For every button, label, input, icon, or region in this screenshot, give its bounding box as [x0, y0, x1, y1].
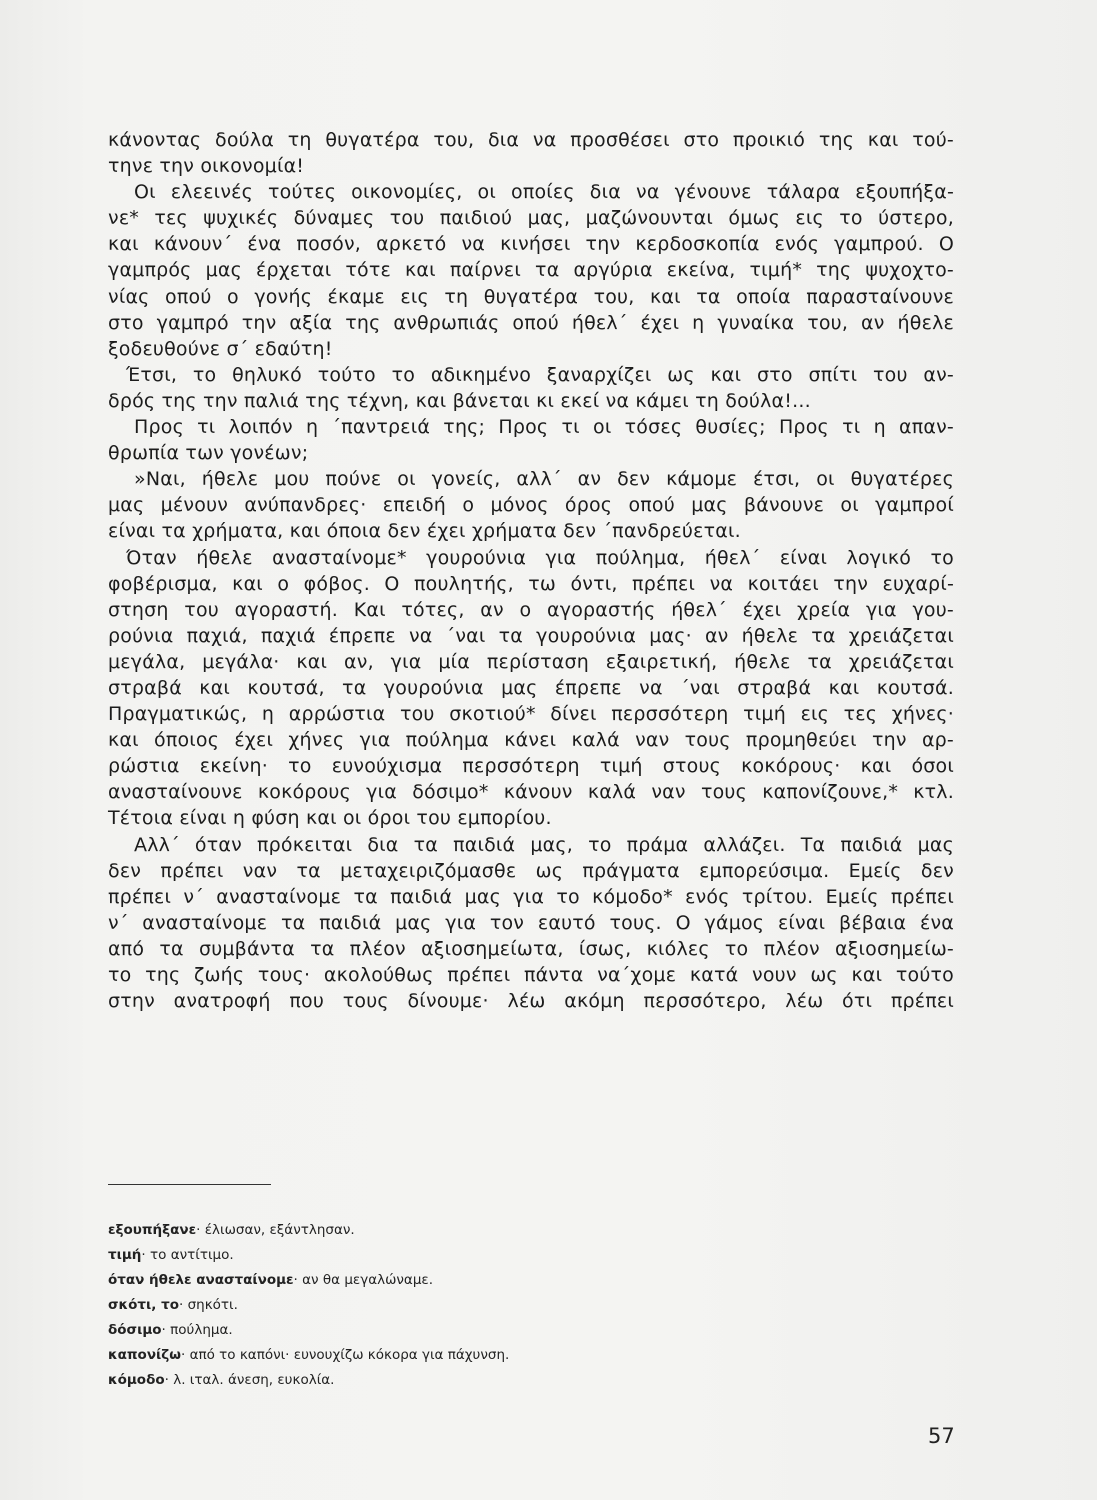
text-line: Προς τι λοιπόν η ΄παντρειά της; Προς τι οι τόσες θυσίες; Προς τι η απαν- [134, 416, 954, 439]
text-line: Όταν ήθελε ανασταίνομε* γουρούνια για πούλημα, ήθελ΄ είναι λογικό το [126, 546, 954, 569]
text-line: στο γαμπρό την αξία της ανθρωπιάς οπού ήθελ΄ έχει η γυναίκα του, αν ήθελε [108, 311, 954, 334]
text-line: ν΄ ανασταίνομε τα παιδιά μας για τον εαυτό τους. Ο γάμος είναι βέβαια ένα [108, 911, 954, 934]
footnote: δόσιμο· πούλημα. [108, 1322, 233, 1338]
footnotes [108, 1218, 808, 1393]
text-line: νίας οπού ο γονής έκαμε εις τη θυγατέρα του, και τα οποία παρασταίνουνε [108, 285, 954, 308]
footnote: σκότι, το· σηκότι. [108, 1297, 238, 1313]
text-line: γαμπρός μας έρχεται τότε και παίρνει τα αργύρια εκείνα, τιμή* της ψυχοχτο- [108, 259, 954, 282]
text-line: θρωπία των γονέων; [108, 442, 309, 465]
body-text [108, 127, 954, 1014]
footnote-term: καπονίζω [108, 1347, 181, 1363]
text-line: μας μένουν ανύπανδρες· επειδή ο μόνος όρος οπού μας βάνουνε οι γαμπροί [108, 494, 954, 517]
footnote: εξουπήξανε· έλιωσαν, εξάντλησαν. [108, 1222, 355, 1238]
text-line: και όποιος έχει χήνες για πούλημα κάνει καλά ναν τους προμηθεύει την αρ- [108, 729, 954, 752]
text-line: φοβέρισμα, και ο φόβος. Ο πουλητής, τω όντι, πρέπει να κοιτάει την ευχαρί- [108, 572, 954, 595]
footnote-definition: έλιωσαν, εξάντλησαν. [204, 1222, 355, 1238]
text-line: στην ανατροφή που τους δίνουμε· λέω ακόμη περσσότερο, λέω ότι πρέπει [108, 990, 954, 1013]
text-line: μεγάλα, μεγάλα· και αν, για μία περίσταση εξαιρετική, ήθελε τα χρειάζεται [108, 650, 954, 673]
text-line: και κάνουν΄ ένα ποσόν, αρκετό να κινήσει την κερδοσκοπία ενός γαμπρού. Ο [108, 233, 954, 256]
text-line: ρώστια εκείνη· το ευνούχισμα περσσότερη τιμή στους κοκόρους· και όσοι [108, 755, 954, 778]
footnote-definition: λ. ιταλ. άνεση, ευκολία. [173, 1372, 335, 1388]
text-line: Τέτοια είναι η φύση και οι όροι του εμπορίου. [108, 807, 552, 830]
text-line: δεν πρέπει ναν τα μεταχειριζόμασθε ως πράγματα εμπορεύσιμα. Εμείς δεν [108, 859, 954, 882]
footnote-definition: σηκότι. [187, 1297, 238, 1313]
text-line: στραβά και κουτσά, τα γουρούνια μας έπρεπε να ΄ναι στραβά και κουτσά. [108, 676, 954, 699]
page-number: 57 [928, 1424, 955, 1448]
footnote: καπονίζω· από το καπόνι· ευνουχίζω κόκορα για πάχυνση. [108, 1347, 510, 1363]
text-line: κάνοντας δούλα τη θυγατέρα του, δια να προσθέσει στο προικιό της και τού- [108, 129, 954, 151]
text-line: ανασταίνουνε κοκόρους για δόσιμο* κάνουν καλά ναν τους καπονίζουνε,* κτλ. [108, 781, 954, 804]
footnote: όταν ήθελε ανασταίνομε· αν θα μεγαλώναμε. [108, 1272, 434, 1288]
text-line: Αλλ΄ όταν πρόκειται δια τα παιδιά μας, το πράμα αλλάζει. Τα παιδιά μας [134, 833, 954, 856]
footnote: τιμή· το αντίτιμο. [108, 1247, 234, 1263]
text-line: είναι τα χρήματα, και όποια δεν έχει χρήματα δεν ΄πανδρεύεται. [108, 520, 741, 543]
footnote-definition: αν θα μεγαλώναμε. [302, 1272, 434, 1288]
text-line: ξοδευθούνε σ΄ εδαύτη! [108, 337, 333, 360]
footnote-term: εξουπήξανε [108, 1222, 197, 1238]
footnote-term: κόμοδο [108, 1372, 165, 1388]
text-line: Οι ελεεινές τούτες οικονομίες, οι οποίες δια να γένουνε τάλαρα εξουπήξα- [134, 181, 954, 204]
text-line: τηνε την οικονομία! [108, 155, 305, 178]
text-line: δρός της την παλιά της τέχνη, και βάνεται κι εκεί να κάμει τη δούλα!... [108, 389, 811, 412]
footnote-divider [108, 1184, 271, 1185]
text-line: στηση του αγοραστή. Και τότες, αν ο αγοραστής ήθελ΄ έχει χρεία για γου- [108, 598, 954, 621]
footnote-term: όταν ήθελε ανασταίνομε [108, 1272, 294, 1288]
footnote-term: τιμή [108, 1247, 142, 1263]
footnote-term: σκότι, το [108, 1297, 179, 1313]
footnote: κόμοδο· λ. ιταλ. άνεση, ευκολία. [108, 1372, 335, 1388]
footnote-definition: πούλημα. [170, 1322, 233, 1338]
text-line: νε* τες ψυχικές δύναμες του παιδιού μας, μαζώνουνται όμως εις το ύστερο, [108, 207, 954, 230]
footnote-definition: το αντίτιμο. [150, 1247, 234, 1263]
text-line: το της ζωής τους· ακολούθως πρέπει πάντα να΄χομε κατά νουν ως και τούτο [108, 964, 954, 986]
text-line: πρέπει ν΄ ανασταίνομε τα παιδιά μας για το κόμοδο* ενός τρίτου. Εμείς πρέπει [108, 885, 954, 908]
text-line: Έτσι, το θηλυκό τούτο το αδικημένο ξαναρχίζει ως και στο σπίτι του αν- [126, 363, 954, 386]
text-line: Πραγματικώς, η αρρώστια του σκοτιού* δίνει περσσότερη τιμή εις τες χήνες· [108, 703, 954, 726]
text-line: »Ναι, ήθελε μου πούνε οι γονείς, αλλ΄ αν δεν κάμομε έτσι, οι θυγατέρες [134, 468, 954, 491]
text-line: ρούνια παχιά, παχιά έπρεπε να ΄ναι τα γουρούνια μας· αν ήθελε τα χρειάζεται [108, 624, 954, 647]
footnote-term: δόσιμο [108, 1322, 162, 1338]
footnote-definition: από το καπόνι· ευνουχίζω κόκορα για πάχυνση. [189, 1347, 510, 1363]
text-line: από τα συμβάντα τα πλέον αξιοσημείωτα, ίσως, κιόλες το πλέον αξιοσημείω- [108, 937, 954, 960]
